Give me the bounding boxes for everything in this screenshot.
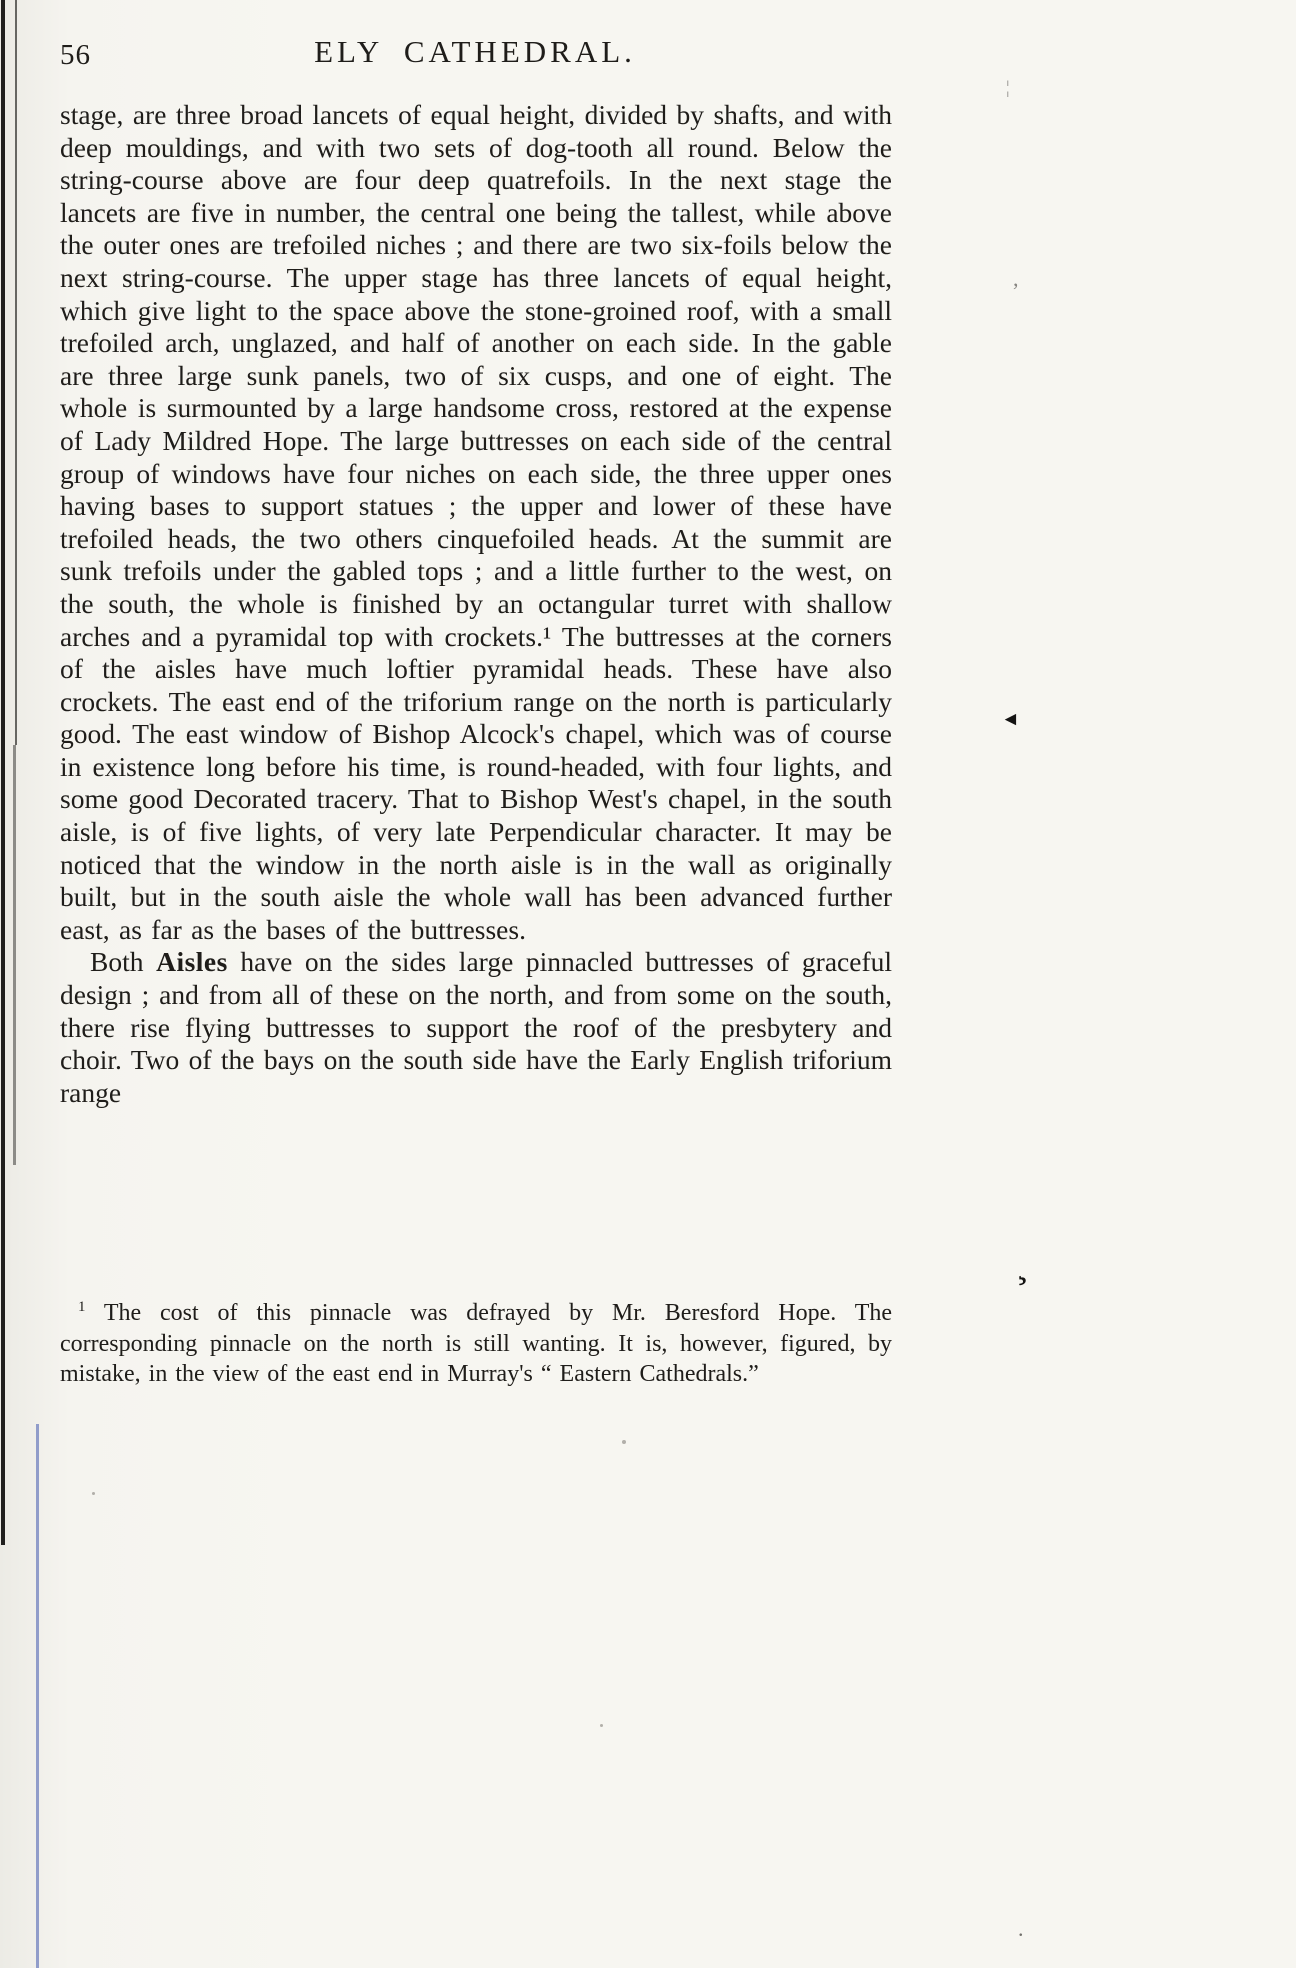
scan-artifact-margin-marks: ¦ [1006,77,1010,97]
running-header [60,34,890,80]
paragraph-continuation [60,99,892,946]
page-title: ELY CATHEDRAL. [314,34,636,69]
scan-artifact-arrow: ◄ [1001,709,1020,730]
scan-artifact-dot: . [1018,1916,1024,1941]
scan-gutter-line [1,0,5,1545]
scan-artifact-hook: ¸ [1003,1240,1030,1287]
paragraph-2-post: have on the sides large pinnacled buttresses of graceful design ; and from all of these on the north, and from some on the south, there rise flying buttresses to support the roof of the presbytery and choir. Two of the bays on the south side have the Early English triforium range [60,946,893,1108]
paragraph-2-pre: Both [90,946,157,978]
scan-speck [622,1440,626,1444]
scan-gutter-line-lower [13,745,16,1165]
scan-artifact-comma: , [1013,266,1019,291]
paragraph-aisles [60,946,892,1109]
paragraph-1-text: stage, are three broad lancets of equal height, divided by shafts, and with deep mouldings, and with two sets of dog-tooth all round. Below the string-course above are four deep quatrefoils. In the next stage the lancets are five in number, the central one being the tallest, while above the outer ones are trefoiled niches ; and there are two six-foils below the next string-course. The upper stage has three lancets of equal height, which give light to the space above the stone-groined roof, with a small trefoiled arch, unglazed, and half of another on each side. In the gable are three large sunk panels, two of six cusps, and one of eight. The whole is surmounted by a large handsome cross, restored at the expense of Lady Mildred Hope. The large buttresses on each side of the central group of windows have four niches on each side, the three upper ones having bases to support statues ; the upper and lower of these have trefoiled heads, the two others cinquefoiled heads. At the summit are sunk trefoils under the gabled tops ; and a little further to the west, on the south, the whole is finished by an octangular turret with shallow arches and a pyramidal top with crockets.¹ The buttresses at the corners of the aisles have much loftier pyramidal heads. These have also crockets. The east end of the triforium range on the north is particularly good. The east window of Bishop Alcock's chapel, which was of course in existence long before his time, is round-headed, with four lights, and some good Decorated tracery. That to Bishop West's chapel, in the south aisle, is of five lights, of very late Perpendicular character. It may be noticed that the window in the north aisle is in the wall as originally built, but in the south aisle the whole wall has been advanced further east, as far as the bases of the buttresses. [60,99,892,945]
page-number: 56 [60,39,91,71]
footnote [60,1298,892,1390]
footnote-text: The cost of this pinnacle was defrayed by Mr. Beresford Hope. The corresponding pinnacle on the north is still wanting. It is, however, figured, by mistake, in the view of the east end in Murray's “ Eastern Cathedrals.” [60,1300,892,1388]
body-text-block [60,99,892,1109]
footnote-marker: 1 [78,1299,86,1315]
scan-speck [600,1724,603,1727]
scan-speck [92,1492,95,1495]
paragraph-2-bold-word: Aisles [156,946,228,978]
scan-gutter-line-inner [15,0,17,745]
scan-blue-edge-line [36,1424,39,1968]
